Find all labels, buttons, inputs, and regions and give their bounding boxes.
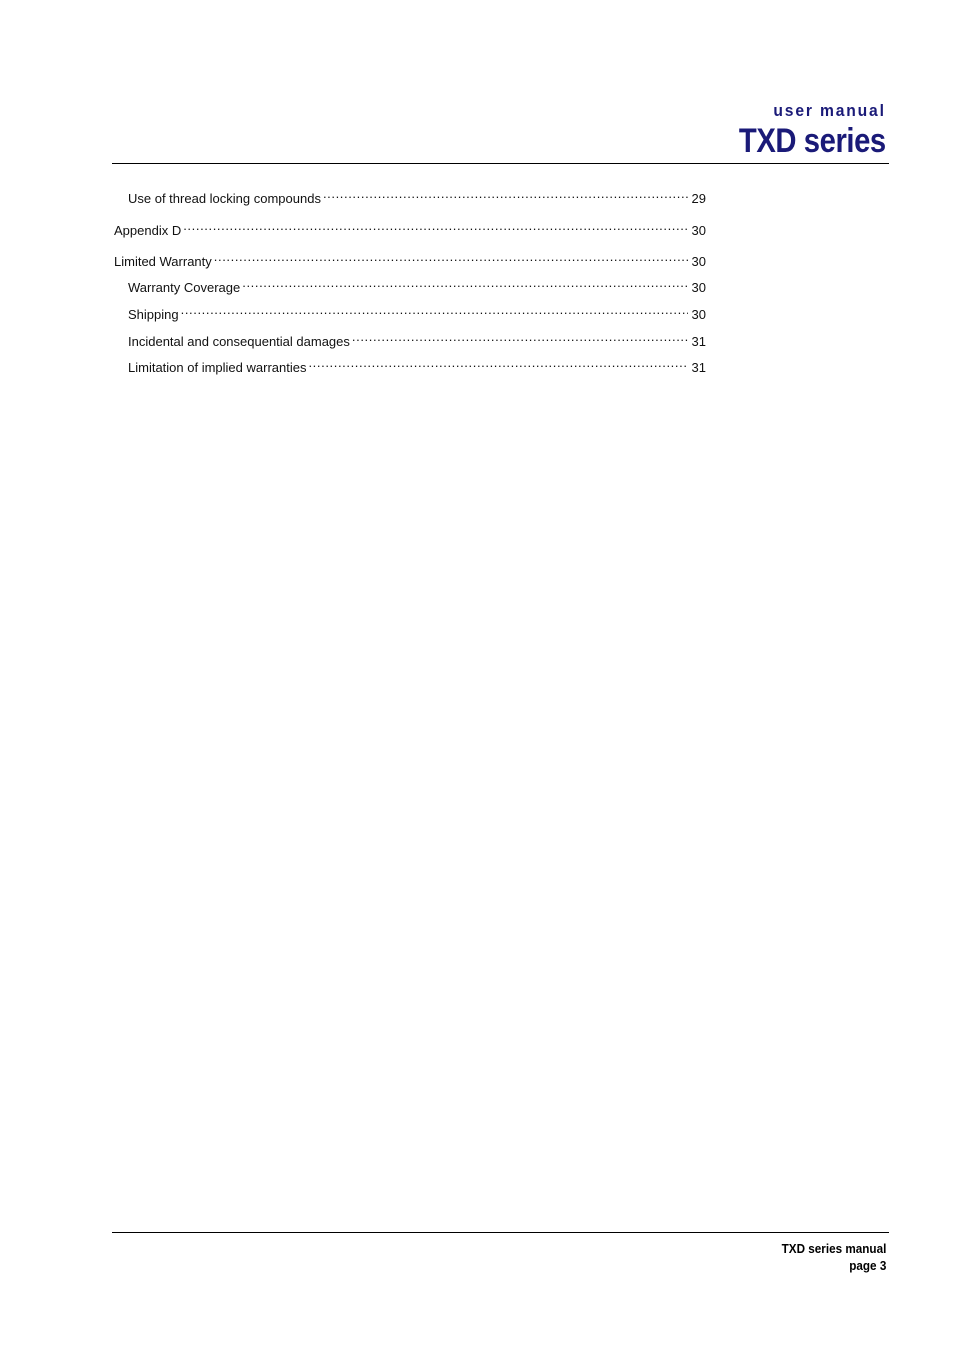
toc-leader-dots: [308, 354, 687, 372]
page-footer: [781, 1240, 886, 1274]
toc-entry-label: Appendix D: [114, 223, 182, 238]
toc-entry-label: Limitation of implied warranties: [128, 360, 307, 375]
toc-entry-label: Incidental and consequential damages: [128, 334, 350, 349]
toc-entry-page: 30: [691, 254, 706, 269]
toc-entry[interactable]: [114, 301, 706, 324]
toc-entry-label: Warranty Coverage: [128, 280, 241, 295]
toc-entry[interactable]: [114, 274, 706, 297]
page-header: [715, 100, 886, 160]
toc-entry-page: 31: [691, 334, 706, 349]
header-subtitle: user manual: [773, 101, 886, 120]
footer-page-number: page 3: [848, 1258, 886, 1273]
header-divider: [112, 163, 889, 164]
toc-leader-dots: [214, 248, 688, 266]
toc-entry-label: Shipping: [128, 307, 179, 322]
footer-doc-name: TXD series manual: [781, 1241, 886, 1256]
footer-divider: [112, 1232, 889, 1233]
toc-leader-dots: [183, 217, 687, 235]
toc-entry-page: 30: [691, 223, 706, 238]
toc-entry-page: 31: [691, 360, 706, 375]
table-of-contents: [114, 185, 706, 377]
toc-entry-label: Limited Warranty: [114, 254, 212, 269]
toc-entry[interactable]: [114, 328, 706, 351]
toc-entry-label: Use of thread locking compounds: [128, 191, 321, 206]
toc-leader-dots: [181, 301, 688, 319]
header-title: TXD series: [739, 122, 886, 160]
toc-entry-page: 29: [691, 191, 706, 206]
toc-entry[interactable]: [114, 354, 706, 377]
toc-entry-page: 30: [691, 307, 706, 322]
toc-entry[interactable]: [114, 217, 706, 240]
toc-entry[interactable]: [114, 248, 706, 271]
toc-entry[interactable]: [114, 185, 706, 208]
toc-leader-dots: [323, 185, 688, 203]
toc-leader-dots: [242, 274, 687, 292]
toc-leader-dots: [352, 328, 688, 346]
toc-entry-page: 30: [691, 280, 706, 295]
